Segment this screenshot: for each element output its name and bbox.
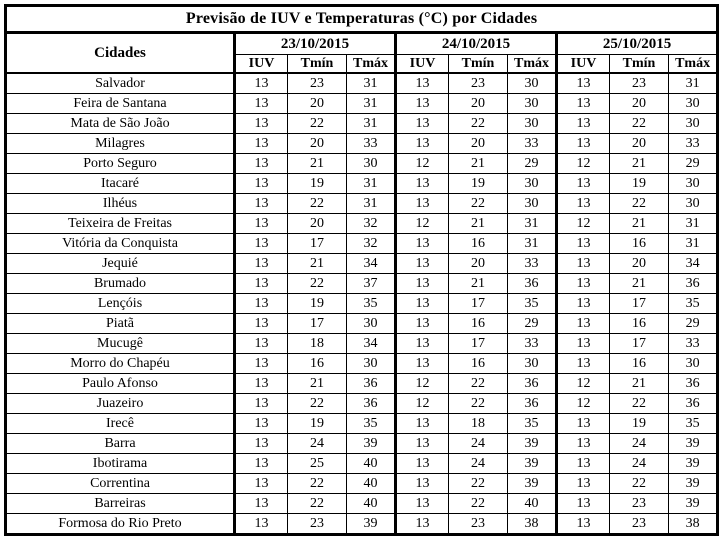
tmax-value: 38 bbox=[508, 514, 557, 535]
tmax-value: 30 bbox=[508, 94, 557, 114]
city-name: Ilhéus bbox=[6, 194, 235, 214]
table-row bbox=[6, 174, 718, 194]
date-header-1: 23/10/2015 bbox=[235, 33, 396, 55]
tmin-value: 23 bbox=[449, 514, 508, 535]
tmax-value: 33 bbox=[347, 134, 396, 154]
iuv-value: 13 bbox=[235, 454, 288, 474]
tmax-value: 30 bbox=[347, 354, 396, 374]
iuv-header: IUV bbox=[235, 55, 288, 74]
table-row bbox=[6, 394, 718, 414]
tmin-value: 22 bbox=[449, 394, 508, 414]
tmax-value: 30 bbox=[669, 354, 718, 374]
iuv-value: 13 bbox=[396, 114, 449, 134]
tmax-value: 39 bbox=[669, 494, 718, 514]
tmax-value: 30 bbox=[669, 114, 718, 134]
city-name: Milagres bbox=[6, 134, 235, 154]
city-name: Itacaré bbox=[6, 174, 235, 194]
iuv-value: 13 bbox=[557, 454, 610, 474]
iuv-value: 13 bbox=[235, 254, 288, 274]
tmax-value: 36 bbox=[347, 394, 396, 414]
iuv-value: 13 bbox=[557, 314, 610, 334]
iuv-value: 12 bbox=[396, 374, 449, 394]
tmin-value: 23 bbox=[610, 494, 669, 514]
iuv-value: 13 bbox=[396, 134, 449, 154]
tmin-value: 22 bbox=[449, 114, 508, 134]
tmax-value: 30 bbox=[508, 114, 557, 134]
tmax-value: 31 bbox=[669, 234, 718, 254]
tmin-value: 17 bbox=[288, 314, 347, 334]
tmax-value: 30 bbox=[508, 174, 557, 194]
iuv-header: IUV bbox=[396, 55, 449, 74]
city-name: Porto Seguro bbox=[6, 154, 235, 174]
tmin-value: 16 bbox=[610, 314, 669, 334]
city-name: Mucugê bbox=[6, 334, 235, 354]
tmax-value: 30 bbox=[669, 194, 718, 214]
city-name: Ibotirama bbox=[6, 454, 235, 474]
tmin-value: 24 bbox=[449, 434, 508, 454]
tmax-value: 30 bbox=[347, 154, 396, 174]
table-row bbox=[6, 114, 718, 134]
iuv-value: 13 bbox=[235, 314, 288, 334]
tmax-value: 29 bbox=[508, 314, 557, 334]
iuv-value: 13 bbox=[557, 494, 610, 514]
iuv-value: 13 bbox=[396, 494, 449, 514]
table-row bbox=[6, 194, 718, 214]
iuv-value: 13 bbox=[235, 334, 288, 354]
tmin-value: 22 bbox=[288, 274, 347, 294]
table-row bbox=[6, 294, 718, 314]
tmin-value: 21 bbox=[288, 374, 347, 394]
tmax-value: 36 bbox=[669, 394, 718, 414]
tmax-value: 32 bbox=[347, 214, 396, 234]
iuv-value: 12 bbox=[396, 154, 449, 174]
tmax-value: 34 bbox=[347, 334, 396, 354]
tmin-value: 20 bbox=[449, 134, 508, 154]
tmax-value: 31 bbox=[347, 114, 396, 134]
tmax-value: 33 bbox=[508, 334, 557, 354]
tmin-value: 24 bbox=[288, 434, 347, 454]
tmax-value: 35 bbox=[508, 294, 557, 314]
table-row bbox=[6, 274, 718, 294]
tmin-header: Tmín bbox=[449, 55, 508, 74]
tmax-value: 35 bbox=[669, 294, 718, 314]
iuv-value: 13 bbox=[557, 274, 610, 294]
tmax-value: 29 bbox=[669, 314, 718, 334]
city-name: Salvador bbox=[6, 73, 235, 94]
tmin-value: 18 bbox=[449, 414, 508, 434]
tmin-value: 21 bbox=[610, 374, 669, 394]
tmin-value: 23 bbox=[449, 73, 508, 94]
iuv-value: 13 bbox=[396, 454, 449, 474]
tmin-value: 21 bbox=[610, 214, 669, 234]
table-row bbox=[6, 94, 718, 114]
tmin-value: 17 bbox=[449, 294, 508, 314]
tmin-value: 23 bbox=[610, 73, 669, 94]
iuv-value: 13 bbox=[235, 294, 288, 314]
tmin-value: 16 bbox=[449, 354, 508, 374]
tmin-value: 19 bbox=[288, 414, 347, 434]
tmin-value: 20 bbox=[449, 254, 508, 274]
table-row bbox=[6, 134, 718, 154]
iuv-value: 13 bbox=[235, 94, 288, 114]
tmin-value: 20 bbox=[288, 214, 347, 234]
tmin-header: Tmín bbox=[610, 55, 669, 74]
tmax-value: 40 bbox=[347, 494, 396, 514]
table-row bbox=[6, 514, 718, 535]
tmax-value: 39 bbox=[669, 454, 718, 474]
iuv-value: 13 bbox=[235, 194, 288, 214]
tmax-value: 30 bbox=[508, 354, 557, 374]
tmin-value: 22 bbox=[449, 374, 508, 394]
tmax-value: 39 bbox=[508, 474, 557, 494]
table-row bbox=[6, 474, 718, 494]
iuv-value: 13 bbox=[396, 434, 449, 454]
iuv-value: 13 bbox=[557, 73, 610, 94]
tmax-value: 36 bbox=[347, 374, 396, 394]
iuv-value: 12 bbox=[557, 154, 610, 174]
tmin-value: 22 bbox=[288, 494, 347, 514]
city-name: Paulo Afonso bbox=[6, 374, 235, 394]
table-row bbox=[6, 254, 718, 274]
tmin-value: 21 bbox=[610, 154, 669, 174]
tmin-value: 21 bbox=[288, 154, 347, 174]
tmin-value: 20 bbox=[288, 134, 347, 154]
tmin-value: 16 bbox=[288, 354, 347, 374]
iuv-value: 13 bbox=[235, 434, 288, 454]
tmax-value: 30 bbox=[508, 194, 557, 214]
iuv-value: 13 bbox=[557, 434, 610, 454]
table-row bbox=[6, 154, 718, 174]
tmin-value: 19 bbox=[610, 174, 669, 194]
iuv-value: 12 bbox=[396, 214, 449, 234]
table-row bbox=[6, 314, 718, 334]
tmax-value: 29 bbox=[669, 154, 718, 174]
iuv-value: 12 bbox=[396, 394, 449, 414]
iuv-header: IUV bbox=[557, 55, 610, 74]
tmin-value: 20 bbox=[449, 94, 508, 114]
tmin-value: 19 bbox=[449, 174, 508, 194]
tmax-value: 31 bbox=[508, 234, 557, 254]
iuv-value: 13 bbox=[557, 474, 610, 494]
iuv-value: 13 bbox=[557, 294, 610, 314]
iuv-value: 13 bbox=[235, 414, 288, 434]
iuv-value: 13 bbox=[235, 154, 288, 174]
tmin-value: 22 bbox=[288, 394, 347, 414]
city-name: Vitória da Conquista bbox=[6, 234, 235, 254]
iuv-value: 13 bbox=[396, 274, 449, 294]
table-title: Previsão de IUV e Temperaturas (°C) por Cidades bbox=[6, 6, 718, 33]
tmax-value: 40 bbox=[347, 454, 396, 474]
tmin-value: 20 bbox=[610, 254, 669, 274]
tmin-value: 21 bbox=[449, 274, 508, 294]
iuv-value: 13 bbox=[235, 474, 288, 494]
iuv-value: 13 bbox=[396, 194, 449, 214]
iuv-value: 13 bbox=[557, 114, 610, 134]
tmin-value: 22 bbox=[610, 394, 669, 414]
iuv-value: 13 bbox=[235, 374, 288, 394]
table-row bbox=[6, 334, 718, 354]
tmax-header: Tmáx bbox=[508, 55, 557, 74]
table-row bbox=[6, 234, 718, 254]
iuv-value: 13 bbox=[235, 274, 288, 294]
iuv-value: 13 bbox=[235, 114, 288, 134]
tmin-value: 20 bbox=[610, 134, 669, 154]
iuv-value: 13 bbox=[396, 514, 449, 535]
tmin-value: 16 bbox=[610, 354, 669, 374]
table-header bbox=[6, 6, 718, 74]
date-header-row bbox=[6, 33, 718, 55]
tmax-value: 32 bbox=[347, 234, 396, 254]
iuv-value: 13 bbox=[396, 474, 449, 494]
tmax-value: 31 bbox=[669, 73, 718, 94]
tmin-value: 22 bbox=[610, 194, 669, 214]
tmax-value: 33 bbox=[669, 334, 718, 354]
tmax-value: 35 bbox=[347, 414, 396, 434]
iuv-value: 12 bbox=[557, 394, 610, 414]
tmax-header: Tmáx bbox=[347, 55, 396, 74]
iuv-value: 13 bbox=[235, 234, 288, 254]
tmin-value: 16 bbox=[449, 314, 508, 334]
tmax-value: 33 bbox=[669, 134, 718, 154]
tmax-value: 31 bbox=[508, 214, 557, 234]
tmin-value: 23 bbox=[288, 514, 347, 535]
tmin-value: 20 bbox=[288, 94, 347, 114]
city-name: Teixeira de Freitas bbox=[6, 214, 235, 234]
tmax-value: 34 bbox=[669, 254, 718, 274]
tmin-value: 25 bbox=[288, 454, 347, 474]
iuv-value: 13 bbox=[557, 234, 610, 254]
table-row bbox=[6, 214, 718, 234]
tmax-value: 33 bbox=[508, 254, 557, 274]
tmax-value: 36 bbox=[669, 374, 718, 394]
tmax-value: 37 bbox=[347, 274, 396, 294]
tmin-value: 17 bbox=[610, 334, 669, 354]
tmax-value: 36 bbox=[508, 394, 557, 414]
city-name: Piatã bbox=[6, 314, 235, 334]
tmax-value: 40 bbox=[508, 494, 557, 514]
iuv-value: 13 bbox=[396, 414, 449, 434]
tmin-value: 19 bbox=[288, 294, 347, 314]
iuv-value: 13 bbox=[557, 414, 610, 434]
iuv-value: 13 bbox=[557, 334, 610, 354]
forecast-table-body bbox=[6, 73, 718, 535]
table-row bbox=[6, 454, 718, 474]
city-name: Formosa do Rio Preto bbox=[6, 514, 235, 535]
tmin-value: 17 bbox=[449, 334, 508, 354]
table-row bbox=[6, 354, 718, 374]
iuv-value: 13 bbox=[396, 94, 449, 114]
tmax-value: 39 bbox=[508, 434, 557, 454]
city-name: Jequié bbox=[6, 254, 235, 274]
tmax-value: 30 bbox=[669, 94, 718, 114]
tmin-value: 17 bbox=[610, 294, 669, 314]
date-header-2: 24/10/2015 bbox=[396, 33, 557, 55]
tmax-value: 35 bbox=[508, 414, 557, 434]
iuv-value: 13 bbox=[557, 254, 610, 274]
iuv-value: 13 bbox=[396, 334, 449, 354]
tmax-value: 33 bbox=[508, 134, 557, 154]
tmin-value: 24 bbox=[449, 454, 508, 474]
city-name: Mata de São João bbox=[6, 114, 235, 134]
tmax-value: 39 bbox=[669, 434, 718, 454]
tmin-value: 21 bbox=[449, 154, 508, 174]
city-name: Brumado bbox=[6, 274, 235, 294]
tmax-value: 39 bbox=[347, 514, 396, 535]
iuv-value: 13 bbox=[557, 354, 610, 374]
tmin-value: 16 bbox=[449, 234, 508, 254]
table-row bbox=[6, 414, 718, 434]
tmax-value: 36 bbox=[669, 274, 718, 294]
tmax-value: 35 bbox=[347, 294, 396, 314]
cities-column-header: Cidades bbox=[6, 33, 235, 74]
tmin-value: 22 bbox=[288, 114, 347, 134]
city-name: Barreiras bbox=[6, 494, 235, 514]
iuv-value: 13 bbox=[396, 174, 449, 194]
iuv-value: 12 bbox=[557, 374, 610, 394]
tmin-value: 23 bbox=[288, 73, 347, 94]
iuv-value: 13 bbox=[235, 134, 288, 154]
table-row bbox=[6, 73, 718, 94]
tmax-value: 36 bbox=[508, 374, 557, 394]
tmax-value: 35 bbox=[669, 414, 718, 434]
city-name: Feira de Santana bbox=[6, 94, 235, 114]
iuv-value: 13 bbox=[396, 294, 449, 314]
iuv-value: 12 bbox=[557, 214, 610, 234]
tmin-value: 23 bbox=[610, 514, 669, 535]
iuv-value: 13 bbox=[235, 174, 288, 194]
tmin-value: 17 bbox=[288, 234, 347, 254]
iuv-value: 13 bbox=[557, 134, 610, 154]
tmax-value: 38 bbox=[669, 514, 718, 535]
tmin-value: 19 bbox=[610, 414, 669, 434]
tmin-value: 19 bbox=[288, 174, 347, 194]
forecast-table bbox=[4, 4, 719, 536]
iuv-value: 13 bbox=[557, 94, 610, 114]
tmax-value: 30 bbox=[508, 73, 557, 94]
tmax-value: 34 bbox=[347, 254, 396, 274]
city-name: Barra bbox=[6, 434, 235, 454]
iuv-value: 13 bbox=[396, 254, 449, 274]
tmin-value: 22 bbox=[288, 194, 347, 214]
tmax-value: 36 bbox=[508, 274, 557, 294]
tmin-value: 22 bbox=[610, 114, 669, 134]
iuv-value: 13 bbox=[235, 394, 288, 414]
tmax-value: 31 bbox=[669, 214, 718, 234]
iuv-value: 13 bbox=[557, 194, 610, 214]
tmin-value: 18 bbox=[288, 334, 347, 354]
tmax-value: 30 bbox=[347, 314, 396, 334]
tmin-header: Tmín bbox=[288, 55, 347, 74]
tmax-value: 31 bbox=[347, 194, 396, 214]
tmax-value: 39 bbox=[669, 474, 718, 494]
tmax-value: 40 bbox=[347, 474, 396, 494]
tmin-value: 21 bbox=[610, 274, 669, 294]
tmax-value: 29 bbox=[508, 154, 557, 174]
table-row bbox=[6, 374, 718, 394]
tmax-value: 31 bbox=[347, 174, 396, 194]
tmin-value: 22 bbox=[449, 494, 508, 514]
tmax-value: 39 bbox=[347, 434, 396, 454]
iuv-value: 13 bbox=[235, 494, 288, 514]
iuv-value: 13 bbox=[396, 234, 449, 254]
table-row bbox=[6, 494, 718, 514]
city-name: Irecê bbox=[6, 414, 235, 434]
tmin-value: 24 bbox=[610, 434, 669, 454]
tmin-value: 21 bbox=[288, 254, 347, 274]
tmin-value: 24 bbox=[610, 454, 669, 474]
date-header-3: 25/10/2015 bbox=[557, 33, 718, 55]
iuv-value: 13 bbox=[235, 354, 288, 374]
tmin-value: 22 bbox=[449, 474, 508, 494]
tmin-value: 16 bbox=[610, 234, 669, 254]
iuv-value: 13 bbox=[396, 354, 449, 374]
title-row bbox=[6, 6, 718, 33]
iuv-value: 13 bbox=[235, 514, 288, 535]
iuv-value: 13 bbox=[396, 73, 449, 94]
tmax-value: 39 bbox=[508, 454, 557, 474]
city-name: Juazeiro bbox=[6, 394, 235, 414]
iuv-value: 13 bbox=[396, 314, 449, 334]
tmin-value: 22 bbox=[288, 474, 347, 494]
tmin-value: 22 bbox=[449, 194, 508, 214]
tmax-header: Tmáx bbox=[669, 55, 718, 74]
tmax-value: 31 bbox=[347, 73, 396, 94]
tmin-value: 21 bbox=[449, 214, 508, 234]
iuv-value: 13 bbox=[235, 214, 288, 234]
tmax-value: 31 bbox=[347, 94, 396, 114]
iuv-value: 13 bbox=[557, 174, 610, 194]
city-name: Lençóis bbox=[6, 294, 235, 314]
iuv-value: 13 bbox=[557, 514, 610, 535]
iuv-value: 13 bbox=[235, 73, 288, 94]
city-name: Morro do Chapéu bbox=[6, 354, 235, 374]
city-name: Correntina bbox=[6, 474, 235, 494]
tmax-value: 30 bbox=[669, 174, 718, 194]
tmin-value: 20 bbox=[610, 94, 669, 114]
tmin-value: 22 bbox=[610, 474, 669, 494]
table-row bbox=[6, 434, 718, 454]
